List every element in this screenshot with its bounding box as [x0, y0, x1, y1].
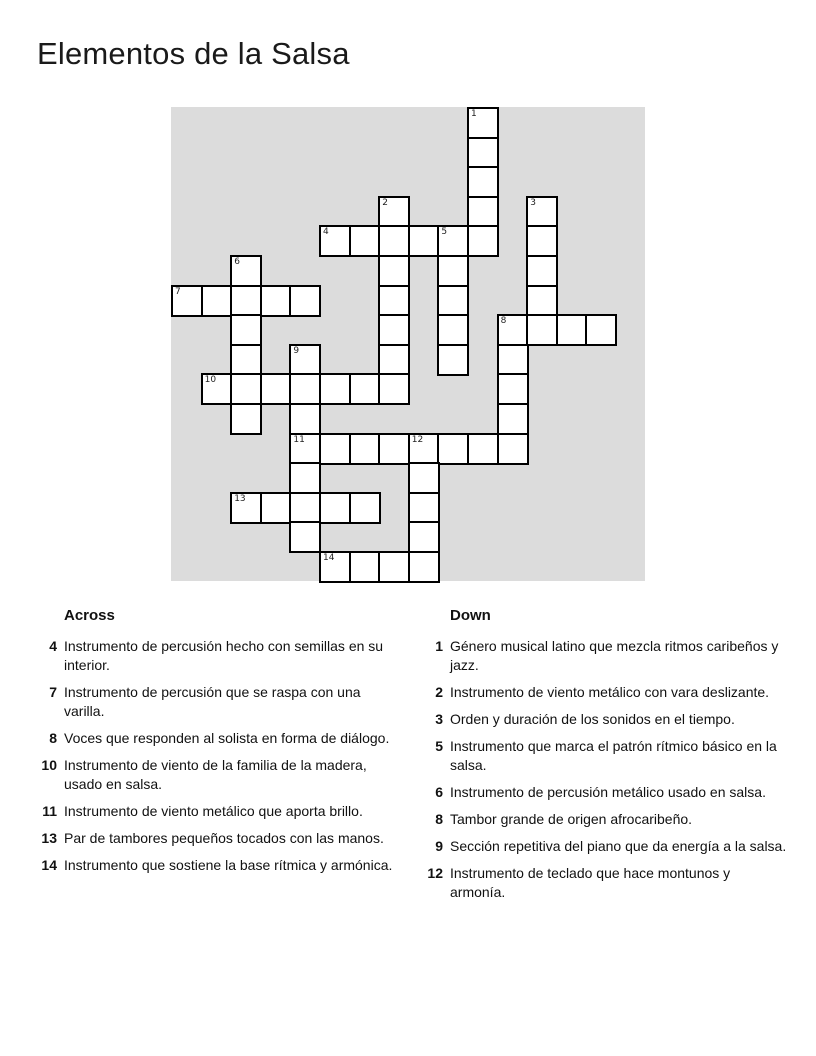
cell-number: 3	[530, 197, 536, 208]
crossword-cell[interactable]	[230, 492, 262, 524]
crossword-cell[interactable]	[437, 255, 469, 287]
clue-number: 3	[435, 711, 443, 727]
clue-text: Voces que responden al solista en forma de diálogo.	[64, 730, 390, 746]
across-clue	[37, 683, 402, 721]
cell-number: 8	[500, 316, 507, 327]
clue-text: Instrumento de viento metálico que aporta brillo.	[64, 803, 363, 819]
clue-text: Género musical latino que mezcla ritmos caribeños y jazz.	[450, 638, 779, 673]
crossword-cell[interactable]	[526, 225, 558, 257]
crossword-cell[interactable]	[497, 433, 529, 465]
across-clue	[37, 729, 402, 748]
crossword-cell[interactable]	[378, 373, 410, 405]
clue-number: 11	[42, 803, 57, 819]
crossword-cell[interactable]	[349, 433, 381, 465]
crossword-cell[interactable]	[526, 314, 558, 346]
down-clue	[423, 683, 788, 702]
crossword-cell[interactable]	[497, 344, 529, 376]
across-clue-list	[37, 637, 402, 875]
clue-text: Instrumento de teclado que hace montunos y armonía.	[450, 865, 731, 900]
crossword-cell[interactable]	[467, 107, 499, 139]
down-heading: Down	[450, 607, 491, 624]
crossword-cell[interactable]	[378, 225, 410, 257]
crossword-cell[interactable]	[260, 373, 292, 405]
down-clue	[423, 864, 788, 902]
crossword-cell[interactable]	[467, 433, 499, 465]
clue-number: 5	[435, 738, 443, 754]
cell-number: 7	[175, 286, 181, 297]
cell-number: 4	[323, 227, 329, 238]
crossword-cell[interactable]	[201, 285, 233, 317]
down-clue	[423, 783, 788, 802]
clue-text: Sección repetitiva del piano que da energía a la salsa.	[450, 838, 787, 854]
clue-text: Instrumento que marca el patrón rítmico básico en la salsa.	[450, 738, 777, 773]
clue-text: Orden y duración de los sonidos en el tiempo.	[450, 711, 735, 727]
crossword-cell[interactable]	[349, 492, 381, 524]
crossword-cell[interactable]	[319, 225, 351, 257]
clue-text: Instrumento de viento de la familia de la madera, usado en salsa.	[64, 757, 367, 792]
crossword-cell[interactable]	[526, 196, 558, 228]
cell-number: 14	[323, 553, 335, 563]
crossword-cell[interactable]	[378, 285, 410, 317]
crossword-cell[interactable]	[467, 196, 499, 228]
crossword-cell[interactable]	[497, 314, 529, 346]
crossword-cell[interactable]	[289, 462, 321, 494]
clue-number: 9	[435, 838, 443, 854]
crossword-cell[interactable]	[289, 373, 321, 405]
crossword-cell[interactable]	[497, 373, 529, 405]
crossword-cell[interactable]	[319, 433, 351, 465]
cell-number: 1	[471, 109, 477, 119]
crossword-cell[interactable]	[467, 137, 499, 169]
crossword-cell[interactable]	[526, 285, 558, 317]
clue-text: Tambor grande de origen afrocaribeño.	[450, 811, 693, 827]
crossword-cell[interactable]	[230, 403, 262, 435]
down-clue	[423, 810, 788, 829]
crossword-cell[interactable]	[289, 492, 321, 524]
clue-text: Instrumento de percusión hecho con semillas en su interior.	[64, 638, 384, 673]
crossword-cell[interactable]	[378, 196, 410, 228]
clue-number: 1	[435, 638, 443, 654]
crossword-cell[interactable]	[230, 373, 262, 405]
crossword-cell[interactable]	[349, 225, 381, 257]
crossword-cell[interactable]	[289, 344, 321, 376]
crossword-cell[interactable]	[467, 225, 499, 257]
crossword-cell[interactable]	[437, 225, 469, 257]
crossword-cell[interactable]	[378, 344, 410, 376]
cell-number: 5	[441, 227, 448, 238]
crossword-cell[interactable]	[378, 551, 410, 583]
crossword-cell[interactable]	[526, 255, 558, 287]
crossword-cell[interactable]	[556, 314, 588, 346]
down-clue	[423, 837, 788, 856]
across-clue	[37, 829, 402, 848]
clue-text: Instrumento que sostiene la base rítmica y armónica.	[64, 857, 393, 873]
clue-number: 12	[427, 865, 443, 881]
down-clue	[423, 637, 788, 675]
crossword-cell[interactable]	[467, 166, 499, 198]
crossword-cell[interactable]	[201, 373, 233, 405]
crossword-cell[interactable]	[289, 521, 321, 553]
crossword-cell[interactable]	[378, 314, 410, 346]
crossword-cell[interactable]	[289, 433, 321, 465]
down-clues	[423, 606, 788, 910]
crossword-cell[interactable]	[497, 403, 529, 435]
clue-number: 4	[49, 638, 57, 654]
crossword-cell[interactable]	[289, 285, 321, 317]
clue-number: 7	[49, 684, 57, 700]
cell-number: 12	[411, 434, 424, 445]
down-clue	[423, 737, 788, 775]
clue-text: Instrumento de percusión metálico usado en salsa.	[450, 784, 766, 800]
cell-number: 13	[234, 493, 246, 504]
crossword-cell[interactable]	[408, 492, 440, 524]
crossword-cell[interactable]	[319, 373, 351, 405]
clue-number: 2	[435, 684, 443, 700]
crossword-cell[interactable]	[437, 433, 469, 465]
cell-number: 11	[293, 434, 305, 445]
crossword-cell[interactable]	[408, 433, 440, 465]
crossword-cell[interactable]	[585, 314, 617, 346]
across-clue	[37, 802, 402, 821]
clue-number: 14	[41, 857, 57, 873]
crossword-cell[interactable]	[230, 344, 262, 376]
crossword-cell[interactable]	[378, 255, 410, 287]
crossword-cell[interactable]	[437, 344, 469, 376]
across-clue	[37, 756, 402, 794]
clue-number: 10	[41, 757, 57, 773]
clue-number: 6	[435, 784, 443, 800]
across-clue	[37, 856, 402, 875]
crossword-cell[interactable]	[408, 225, 440, 257]
crossword-cell[interactable]	[260, 285, 292, 317]
cell-number: 10	[204, 375, 217, 386]
crossword-cell[interactable]	[230, 285, 262, 317]
crossword-cell[interactable]	[349, 373, 381, 405]
clue-text: Instrumento de viento metálico con vara deslizante.	[450, 684, 770, 700]
crossword-cell[interactable]	[378, 433, 410, 465]
crossword-cell[interactable]	[408, 462, 440, 494]
across-heading: Across	[64, 607, 115, 624]
crossword-grid	[171, 107, 645, 581]
clue-text: Instrumento de percusión que se raspa con una varilla.	[64, 684, 361, 719]
crossword-cell[interactable]	[230, 314, 262, 346]
crossword-cell[interactable]	[408, 521, 440, 553]
cell-number: 9	[293, 345, 300, 356]
cell-number: 2	[382, 197, 388, 208]
cell-number: 6	[234, 257, 240, 267]
page-title: Elementos de la Salsa	[37, 36, 350, 71]
crossword-cell[interactable]	[319, 551, 351, 583]
crossword-cell[interactable]	[289, 403, 321, 435]
across-clue	[37, 637, 402, 675]
crossword-cell[interactable]	[349, 551, 381, 583]
crossword-cell[interactable]	[437, 285, 469, 317]
down-clue	[423, 710, 788, 729]
clue-text: Par de tambores pequeños tocados con las manos.	[64, 830, 384, 846]
crossword-cell[interactable]	[171, 285, 203, 317]
down-clue-list	[423, 637, 788, 902]
crossword-cell[interactable]	[319, 492, 351, 524]
clue-number: 8	[49, 730, 57, 746]
crossword-cell[interactable]	[408, 551, 440, 583]
crossword-cell[interactable]	[260, 492, 292, 524]
across-clues	[37, 606, 402, 883]
crossword-cell[interactable]	[437, 314, 469, 346]
crossword-cell[interactable]	[230, 255, 262, 287]
clue-number: 8	[435, 811, 443, 827]
clue-number: 13	[41, 830, 57, 846]
